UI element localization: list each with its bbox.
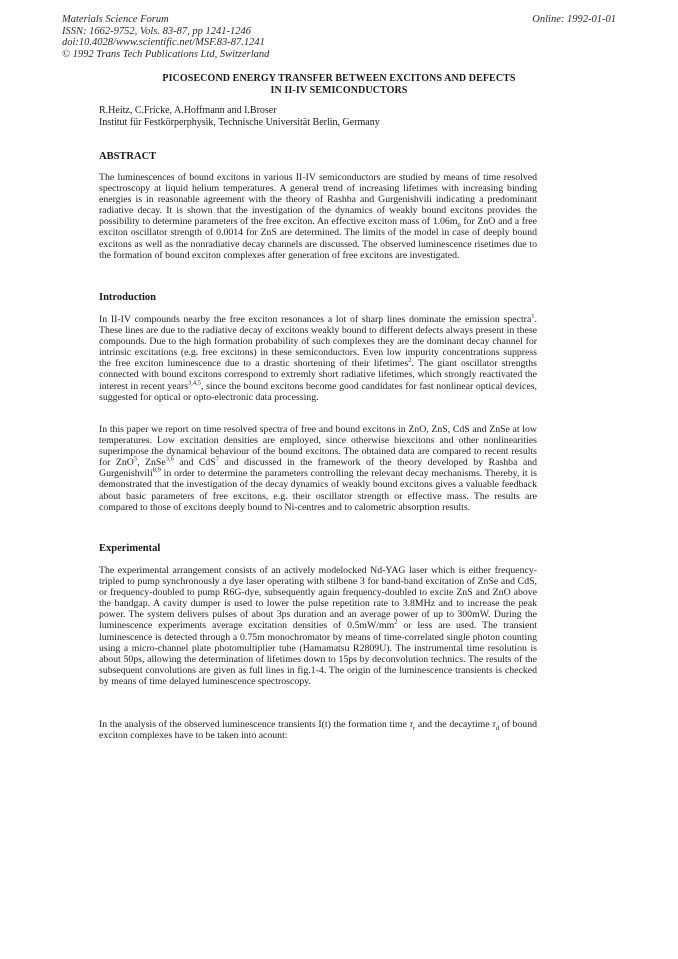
author-names: R.Heitz, C.Fricke, A.Hoffmann and I.Broser [99, 105, 277, 116]
experimental-heading: Experimental [99, 543, 161, 554]
title-line-1: PICOSECOND ENERGY TRANSFER BETWEEN EXCITONS AND DEFECTS [162, 73, 516, 84]
author-affiliation: Institut für Festkörperphysik, Technische Universität Berlin, Germany [99, 117, 380, 128]
doi-line: doi:10.4028/www.scientific.net/MSF.83-87.1241 [62, 37, 265, 49]
paper-title [62, 73, 616, 96]
abstract-heading: ABSTRACT [99, 151, 157, 162]
introduction-paragraph-2: In this paper we report on time resolved spectra of free and bound excitons in ZnO, ZnS, CdS and ZnSe at low temperatures. Low excitation densities are employed, since otherwise biexcitons and other nonlinearities superimpose the dynamical behaviour of the bound excitons. The obtained data are compared to recent results for ZnO$^5$, ZnSe$^{3,6}$ and CdS$^7$ and discussed in the framework of the theory developed by Rashba and Gurgenishvili$^{8,9}$ in order to determine the parameters controlling the relevant decay mechanisms. Thereby, it is demonstrated that the investigation of the decay dynamics of weakly bound excitons gives a valuable feedback about basic parameters of free excitons, e.g. their oscillator strength or effective mass. The results are compared to those of excitons deeply bound to Ni-centres and to calometric absorption results. [99, 424, 537, 513]
copyright-line: © 1992 Trans Tech Publications Ltd, Switzerland [62, 48, 270, 60]
title-line-2: IN II-IV SEMICONDUCTORS [270, 84, 408, 96]
journal-header [62, 14, 269, 60]
introduction-heading: Introduction [99, 292, 156, 303]
author-block [99, 105, 380, 129]
introduction-paragraph-1: In II-IV compounds nearby the free exciton resonances a lot of sharp lines dominate the emission spectra$^1$. These lines are due to the radiative decay of excitons weakly bound to different defects always present in these compounds. Due to the high formation probability of such complexes they are the dominant decay channel for intrinsic excitations (e.g. free excitons) in these semiconductors. Even low impurity concentrations suppress the free exciton luminescence due to a drastic shortening of their lifetimes$^2$. The giant oscillator strengths connected with bound excitons correspond to extremly short radiative lifetimes, which strongly reactivated the interest in recent years$^{3,4,5}$, since the bound excitons become good candidates for fast nonlinear optical devices, suggested for optical or opto-electronic data processing. [99, 312, 537, 403]
abstract-text: The luminescences of bound excitons in various II-IV semiconductors are studied by means of time resolved spectroscopy at liquid helium temperatures. A general trend of increasing lifetimes with increasing binding energies is in reasonable agreement with the theory of Rashba and Gurgenishvili indicating a predominant radiative decay. It is shown that the investigation of the dynamics of weakly bound excitons provides the possibility to determine parameters of the free exciton. An effective exciton mass of $1.06m_0$ for ZnO and a free exciton oscillator strength of 0.0014 for ZnS are determined. The limits of the model in case of deeply bound excitons as well as the nonradiative decay channels are discussed. The observed luminescence risetimes due to the formation of bound exciton complexes after generation of free excitons are investigated. [99, 172, 538, 261]
journal-name: Materials Science Forum [62, 14, 169, 25]
experimental-paragraph-1: The experimental arrangement consists of an actively modelocked Nd-YAG laser which is either frequency-tripled to pump synchronously a dye laser operating with stilbene 3 for band-band excitation of ZnSe and CdS, or frequency-doubled to pump R6G-dye, subsequently again frequency-doubled to excite ZnS and ZnO above the bandgap. A cavity dumper is used to lower the pulse repetition rate to 3.8MHz and to increase the peak power. The system delivers pulses of about 3ps duration and an average power of up to 300mW. During the luminescence experiments average excitation densities of $0.5mW/mm^2$ or less are used. The transient luminescence is detected through a 0.75m monochromator by means of time-correlated single photon counting using a micro-channel plate photomultiplier tube (Hamamatsu R2809U). The instrumental time resolution is about 50ps, allowing the determination of lifetimes down to 15ps by deconvolution technics. The results of the subsequent convolutions are given as full lines in fig.1-4. The origin of the luminescence transients is checked by means of time delayed luminescence spectroscopy. [99, 565, 537, 687]
experimental-paragraph-2: In the analysis of the observed luminescence transients I(t) the formation time $\tau_r$ and the decaytime $\tau_d$ of bound exciton complexes have to be taken into acount: [99, 719, 537, 742]
online-date: Online: 1992-01-01 [532, 14, 616, 25]
issn-line: ISSN: 1662-9752, Vols. 83-87, pp 1241-1246 [62, 25, 251, 37]
